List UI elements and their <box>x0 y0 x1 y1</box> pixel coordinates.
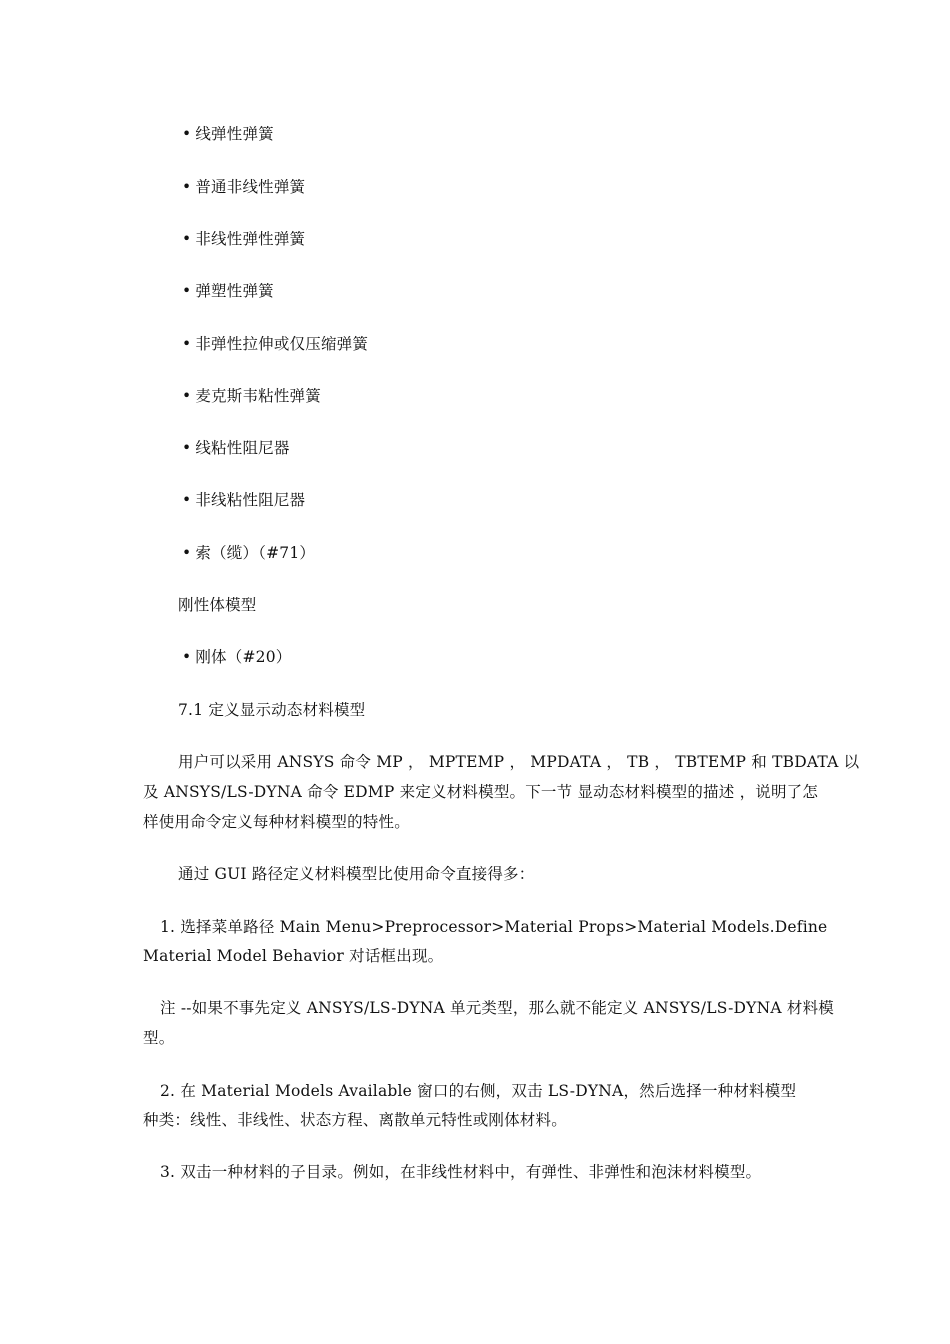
paragraph-line: 样使用命令定义每种材料模型的特性。 <box>143 813 410 831</box>
bullet-dot: • <box>182 439 192 457</box>
bullet-item <box>182 124 274 144</box>
bullet-dot: • <box>182 282 192 300</box>
bullet-dot: • <box>182 544 192 562</box>
bullet-text: 线弹性弹簧 <box>195 125 274 143</box>
bullet-text: 索（缆）（#71） <box>195 544 316 562</box>
bullet-text: 非线粘性阻尼器 <box>195 491 306 509</box>
bullet-item <box>182 647 291 667</box>
step-1-line: 1. 选择菜单路径 Main Menu>Preprocessor>Material Props>Material Models.Define <box>160 918 828 936</box>
rigid-body-heading: 刚性体模型 <box>178 596 257 614</box>
bullet-text: 非线性弹性弹簧 <box>195 230 306 248</box>
bullet-dot: • <box>182 230 192 248</box>
paragraph-line: 及 ANSYS/LS-DYNA 命令 EDMP 来定义材料模型。下一节 显动态材料模型的描述 ，说明了怎 <box>143 783 819 801</box>
bullet-item <box>182 386 321 406</box>
bullet-item <box>182 543 315 563</box>
bullet-item <box>182 334 368 354</box>
bullet-item <box>182 229 305 249</box>
step-1-line: Material Model Behavior 对话框出现。 <box>143 947 444 965</box>
bullet-text: 弹塑性弹簧 <box>195 282 274 300</box>
bullet-dot: • <box>182 648 192 666</box>
bullet-text: 线粘性阻尼器 <box>195 439 290 457</box>
bullet-dot: • <box>182 125 192 143</box>
bullet-item <box>182 438 290 458</box>
bullet-item <box>182 177 305 197</box>
bullet-dot: • <box>182 387 192 405</box>
step-2-line: 2. 在 Material Models Available 窗口的右侧，双击 LS-DYNA，然后选择一种材料模型 <box>160 1082 797 1100</box>
bullet-dot: • <box>182 335 192 353</box>
note-line: 注 --如果不事先定义 ANSYS/LS-DYNA 单元类型，那么就不能定义 ANSYS/LS-DYNA 材料模 <box>160 999 834 1017</box>
note-line: 型。 <box>143 1029 175 1047</box>
bullet-item <box>182 490 305 510</box>
bullet-text: 麦克斯韦粘性弹簧 <box>195 387 321 405</box>
bullet-text: 非弹性拉伸或仅压缩弹簧 <box>195 335 369 353</box>
bullet-text: 普通非线性弹簧 <box>195 178 306 196</box>
step-2-line: 种类：线性、非线性、状态方程、离散单元特性或刚体材料。 <box>143 1111 567 1129</box>
step-3-line: 3. 双击一种材料的子目录。例如，在非线性材料中，有弹性、非弹性和泡沫材料模型。 <box>160 1163 762 1181</box>
bullet-dot: • <box>182 491 192 509</box>
paragraph-line: 用户可以采用 ANSYS 命令 MP ， MPTEMP ， MPDATA ， TB ， TBTEMP 和 TBDATA 以 <box>178 753 860 771</box>
bullet-item <box>182 281 274 301</box>
paragraph-line: 通过 GUI 路径定义材料模型比使用命令直接得多： <box>178 865 535 883</box>
bullet-text: 刚体（#20） <box>195 648 292 666</box>
section-title: 7.1 定义显示动态材料模型 <box>178 701 366 719</box>
bullet-dot: • <box>182 178 192 196</box>
